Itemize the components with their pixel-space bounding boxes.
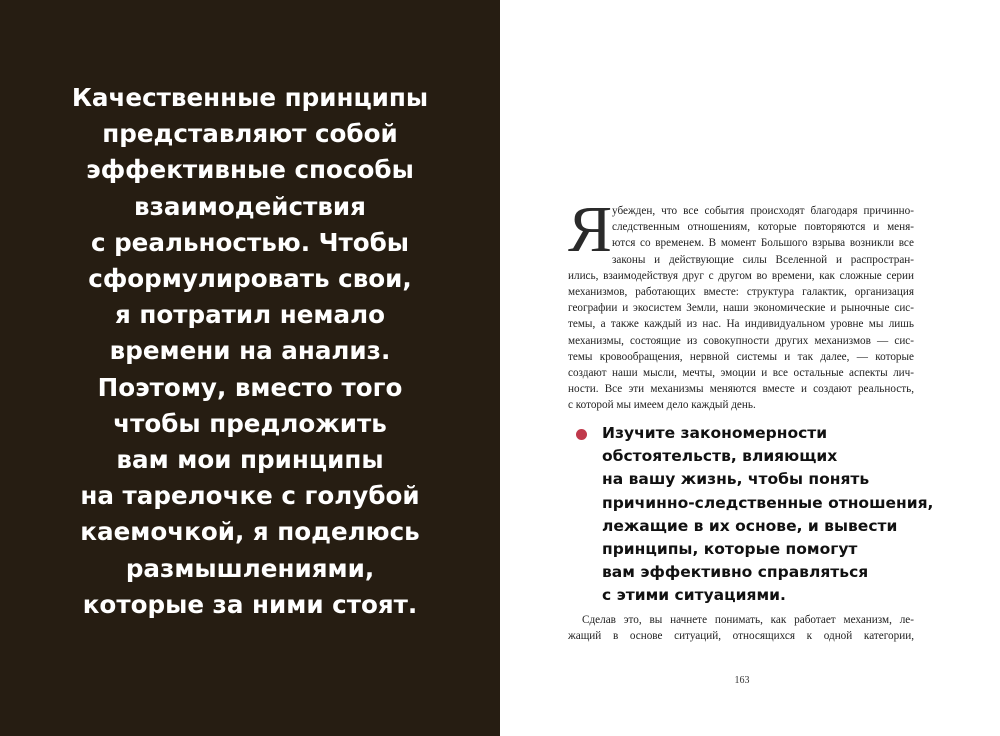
quote-line: Качественные принципы <box>71 83 429 112</box>
quote-line: с реальностью. Чтобы <box>90 227 410 257</box>
body-line: темы, а также каждый из нас. На индивидуальном уровне мы лишь <box>568 318 914 331</box>
body-line: географии и экосистем Земли, наши экономические и рыночные сис- <box>568 302 914 315</box>
body-line: жащий в основе ситуаций, относящихся к одной категории, <box>568 630 914 643</box>
right-page <box>500 0 1000 736</box>
quote-line: вам мои принципы <box>116 445 384 475</box>
principle-line: принципы, которые помогут <box>602 540 858 559</box>
principle-line: с этими ситуациями. <box>602 586 786 605</box>
principle-line: причинно-следственные отношения, <box>602 493 934 512</box>
body-line: ились, взаимодействуя друг с другом во времени, как сложные серии <box>568 269 914 282</box>
body-line: механизмы, состоящие из совокупности других механизмов — сис- <box>568 334 914 347</box>
quote-line: на тарелочке с голубой <box>80 481 420 511</box>
principle-line: на вашу жизнь, чтобы понять <box>602 470 870 489</box>
page-number: 163 <box>734 675 750 686</box>
body-line: создают наши мысли, мечты, эмоции и все остальные аспекты лич- <box>568 366 914 379</box>
quote-line: взаимодействия <box>134 191 366 221</box>
quote-line: каемочкой, я поделюсь <box>80 517 420 547</box>
bullet-dot-icon <box>576 429 587 440</box>
body-line: следственным отношениям, которые повторяются и меня- <box>612 221 914 234</box>
quote-line: которые за ними стоят. <box>82 589 418 619</box>
body-paragraph <box>568 203 914 413</box>
principle-line: лежащие в их основе, и вывести <box>602 516 898 535</box>
body-line: ности. Все эти механизмы меняются вместе и создают реальность, <box>568 383 914 396</box>
body-line: темы кровообращения, нервной системы и так далее, — которые <box>568 350 914 363</box>
principle-line: вам эффективно справляться <box>602 563 869 582</box>
continuation-paragraph <box>568 612 914 644</box>
quote-line: чтобы предложить <box>113 408 387 438</box>
drop-cap: Я <box>568 193 613 266</box>
quote-line: я потратил немало <box>114 300 386 330</box>
body-line: законы и действующие силы Вселенной и распростран- <box>612 253 914 266</box>
quote-line: эффективные способы <box>86 155 414 185</box>
body-line: Сделав это, вы начнете понимать, как работает механизм, ле- <box>582 614 914 626</box>
body-line: убежден, что все события происходят благодаря причинно- <box>612 205 914 217</box>
principle-text <box>602 422 934 608</box>
body-line: с которой мы имеем дело каждый день. <box>568 399 756 412</box>
body-line: ются со временем. В момент Большого взрыва возникли все <box>612 237 914 250</box>
quote-line: Поэтому, вместо того <box>97 372 403 402</box>
quote-line: представляют собой <box>102 119 398 149</box>
principle-line: Изучите закономерности <box>602 424 828 442</box>
quote-line: времени на анализ. <box>109 336 391 366</box>
quote-line: сформулировать свои, <box>88 264 412 294</box>
body-line: механизмов, работающих вместе: структура галактик, организация <box>568 285 914 298</box>
principle-line: обстоятельств, влияющих <box>602 447 838 466</box>
pull-quote <box>30 80 470 623</box>
quote-line: размышлениями, <box>125 553 375 583</box>
